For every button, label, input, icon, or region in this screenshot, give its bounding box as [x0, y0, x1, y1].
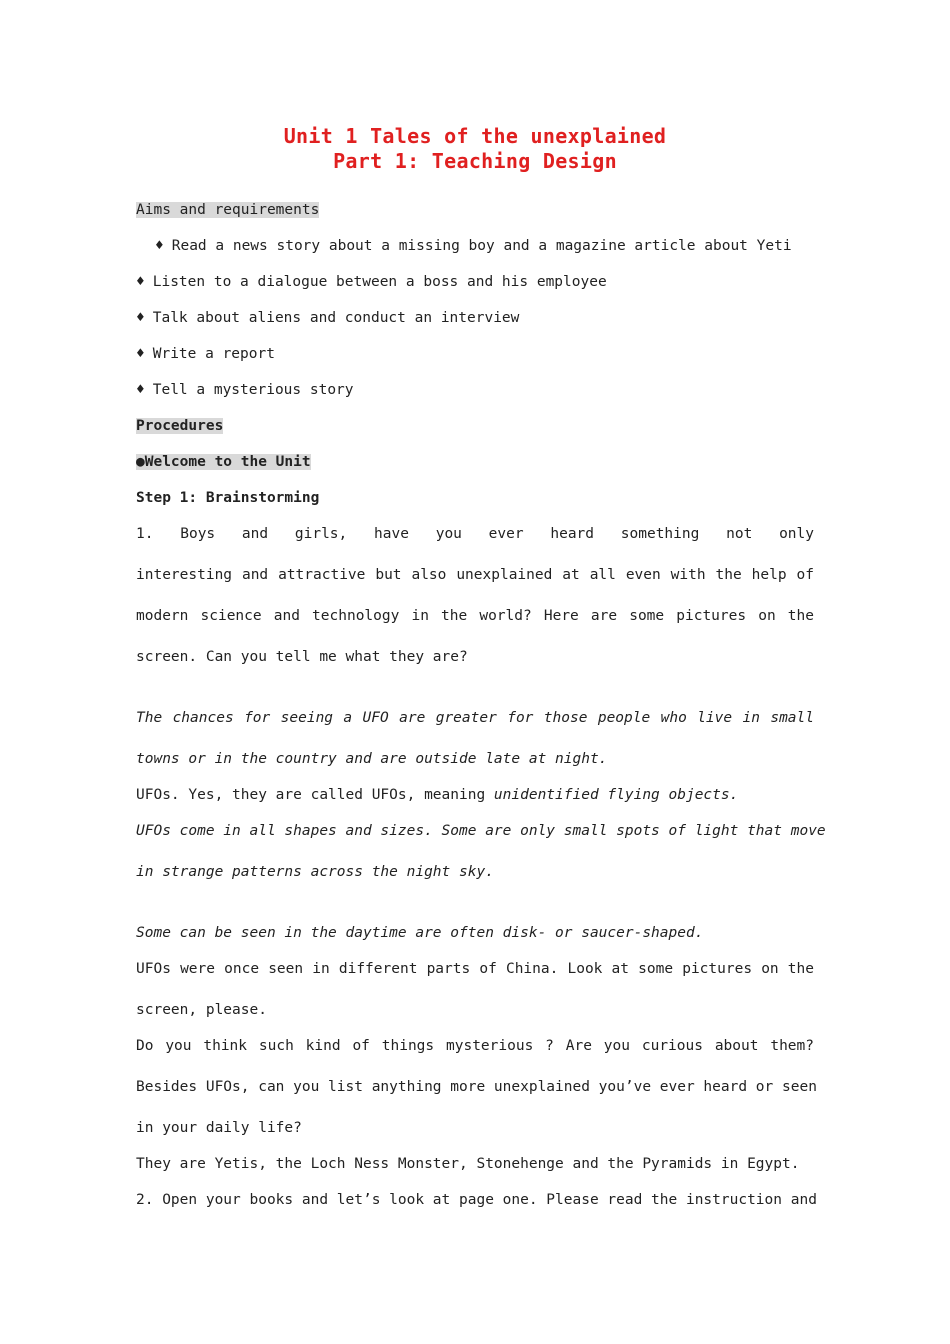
aims-item-text: Write a report	[152, 346, 275, 362]
italic-line: UFOs come in all shapes and sizes. Some are only small spots of light that move	[136, 823, 826, 839]
italic-line: The chances for seeing a UFO are greater for those people who live in small	[136, 710, 814, 726]
aims-heading-text: Aims and requirements	[136, 202, 320, 218]
italic-line: towns or in the country and are outside late at night.	[136, 751, 608, 767]
italic-line: Some can be seen in the daytime are often disk- or saucer-shaped.	[136, 925, 704, 941]
aims-item-text: Listen to a dialogue between a boss and his employee	[152, 274, 607, 290]
paragraph-line: in your daily life?	[136, 1120, 302, 1136]
italic-term: unidentified flying objects.	[493, 787, 739, 803]
paragraph-line: interesting and attractive but also unexplained at all even with the help of	[136, 567, 814, 583]
paragraph-line: 1. Boys and girls, have you ever heard something not only	[136, 526, 814, 542]
section-heading	[136, 454, 814, 470]
bullet-icon: ♦	[155, 238, 164, 254]
paragraph-line: Do you think such kind of things mysterious ? Are you curious about them?	[136, 1038, 814, 1054]
aims-item	[136, 310, 814, 326]
aims-item	[136, 382, 814, 398]
paragraph-line: screen, please.	[136, 1002, 267, 1018]
aims-heading	[136, 202, 814, 218]
aims-item	[136, 346, 814, 362]
section-heading-text: ●Welcome to the Unit	[136, 454, 311, 470]
italic-line: in strange patterns across the night sky.	[136, 864, 494, 880]
paragraph-line: They are Yetis, the Loch Ness Monster, Stonehenge and the Pyramids in Egypt.	[136, 1156, 800, 1172]
aims-item-text: Read a news story about a missing boy and a magazine article about Yeti	[171, 238, 792, 254]
aims-item	[136, 274, 814, 290]
bullet-icon: ♦	[136, 274, 145, 290]
paragraph-line: screen. Can you tell me what they are?	[136, 649, 468, 665]
document-subtitle: Part 1: Teaching Design	[333, 149, 617, 173]
paragraph-line: Besides UFOs, can you list anything more unexplained you’ve ever heard or seen	[136, 1079, 817, 1095]
paragraph-line: 2. Open your books and let’s look at page one. Please read the instruction and	[136, 1192, 817, 1208]
paragraph-line: modern science and technology in the world? Here are some pictures on the	[136, 608, 814, 624]
bullet-icon: ♦	[136, 310, 145, 326]
paragraph-line	[136, 787, 814, 803]
procedures-heading	[136, 418, 814, 434]
paragraph-line: UFOs were once seen in different parts of China. Look at some pictures on the	[136, 961, 814, 977]
aims-item-text: Tell a mysterious story	[152, 382, 354, 398]
bullet-icon: ♦	[136, 346, 145, 362]
step-heading: Step 1: Brainstorming	[136, 490, 320, 506]
paragraph-text: UFOs. Yes, they are called UFOs, meaning	[136, 787, 494, 803]
aims-item	[155, 238, 815, 254]
aims-item-text: Talk about aliens and conduct an interview	[152, 310, 520, 326]
bullet-icon: ♦	[136, 382, 145, 398]
procedures-heading-text: Procedures	[136, 418, 224, 434]
document-title: Unit 1 Tales of the unexplained	[283, 124, 667, 148]
